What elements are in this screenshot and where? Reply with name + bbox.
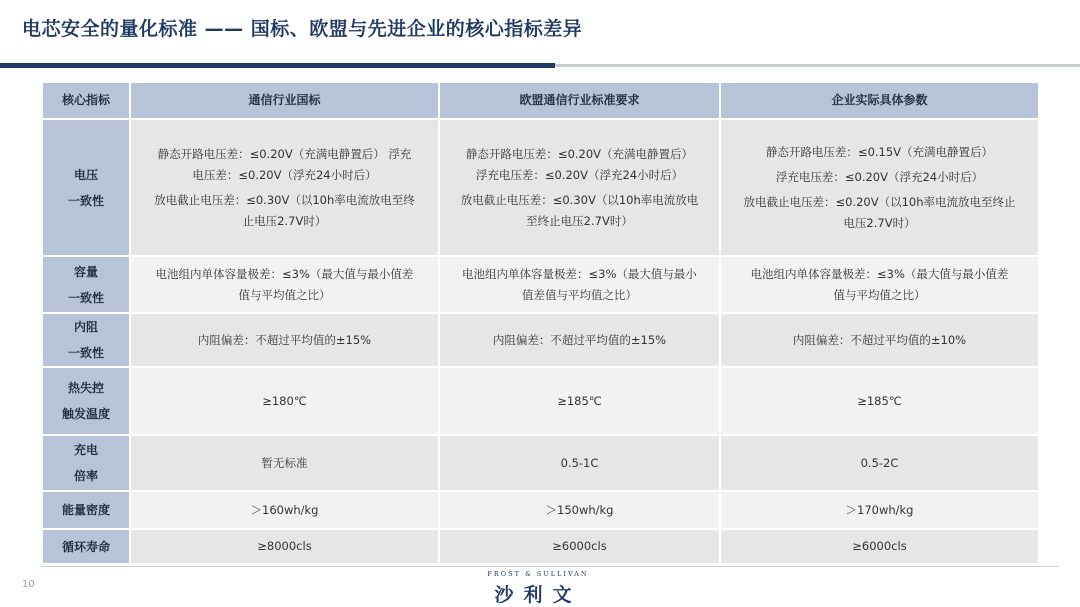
cell-cycle-national: ≥8000cls — [130, 529, 439, 564]
cell-thermal-national: ≥180℃ — [130, 367, 439, 435]
cell-charge-national: 暂无标准 — [130, 435, 439, 491]
table-header-row — [42, 82, 1039, 119]
cell-charge-eu: 0.5-1C — [439, 435, 720, 491]
header-eu-standard: 欧盟通信行业标准要求 — [439, 82, 720, 119]
row-label-cycle-life: 循环寿命 — [42, 529, 130, 564]
cell-resistance-national: 内阻偏差：不超过平均值的±15% — [130, 313, 439, 367]
company-logo-wordmark: FROST & SULLIVAN — [487, 570, 589, 578]
table-row — [42, 529, 1039, 564]
title-underline-light — [555, 64, 1080, 67]
cell-cycle-enterprise: ≥6000cls — [720, 529, 1039, 564]
slide-title: 电芯安全的量化标准 —— 国标、欧盟与先进企业的核心指标差异 — [22, 18, 583, 40]
standards-comparison-table — [41, 81, 1040, 565]
row-label-voltage: 电压 一致性 — [42, 119, 130, 256]
footer-divider — [41, 566, 1059, 567]
cell-voltage-national: 静态开路电压差：≤0.20V（充满电静置后） 浮充 电压差：≤0.20V（浮充24小时后） 放电截止电压差：≤0.30V（以10h率电流放电至终 止电压2.7V时） — [130, 119, 439, 256]
cell-thermal-enterprise: ≥185℃ — [720, 367, 1039, 435]
header-enterprise-params: 企业实际具体参数 — [720, 82, 1039, 119]
cell-charge-enterprise: 0.5-2C — [720, 435, 1039, 491]
table-row — [42, 119, 1039, 256]
row-label-charge-rate: 充电 倍率 — [42, 435, 130, 491]
cell-energy-eu: ＞150wh/kg — [439, 491, 720, 529]
cell-energy-enterprise: ＞170wh/kg — [720, 491, 1039, 529]
cell-capacity-eu: 电池组内单体容量极差：≤3%（最大值与最小 值差值与平均值之比） — [439, 256, 720, 313]
cell-voltage-enterprise: 静态开路电压差：≤0.15V（充满电静置后） 浮充电压差：≤0.20V（浮充24小时后） 放电截止电压差：≤0.20V（以10h率电流放电至终止 电压2.7V时） — [720, 119, 1039, 256]
company-logo: 沙利文 — [494, 584, 582, 606]
header-indicator: 核心指标 — [42, 82, 130, 119]
table-row — [42, 256, 1039, 313]
cell-cycle-eu: ≥6000cls — [439, 529, 720, 564]
cell-resistance-eu: 内阻偏差：不超过平均值的±15% — [439, 313, 720, 367]
row-label-thermal-runaway: 热失控 触发温度 — [42, 367, 130, 435]
cell-resistance-enterprise: 内阻偏差：不超过平均值的±10% — [720, 313, 1039, 367]
table-row — [42, 313, 1039, 367]
cell-voltage-eu: 静态开路电压差：≤0.20V（充满电静置后） 浮充电压差：≤0.20V（浮充24小时后） 放电截止电压差：≤0.30V（以10h率电流放电 至终止电压2.7V时） — [439, 119, 720, 256]
cell-capacity-national: 电池组内单体容量极差：≤3%（最大值与最小值差 值与平均值之比） — [130, 256, 439, 313]
row-label-energy-density: 能量密度 — [42, 491, 130, 529]
header-national-standard: 通信行业国标 — [130, 82, 439, 119]
row-label-resistance: 内阻 一致性 — [42, 313, 130, 367]
title-underline-dark — [0, 63, 555, 68]
table-row — [42, 491, 1039, 529]
cell-capacity-enterprise: 电池组内单体容量极差：≤3%（最大值与最小值差 值与平均值之比） — [720, 256, 1039, 313]
cell-energy-national: ＞160wh/kg — [130, 491, 439, 529]
table-row — [42, 367, 1039, 435]
cell-thermal-eu: ≥185℃ — [439, 367, 720, 435]
row-label-capacity: 容量 一致性 — [42, 256, 130, 313]
table-row — [42, 435, 1039, 491]
page-number: 10 — [22, 579, 35, 590]
